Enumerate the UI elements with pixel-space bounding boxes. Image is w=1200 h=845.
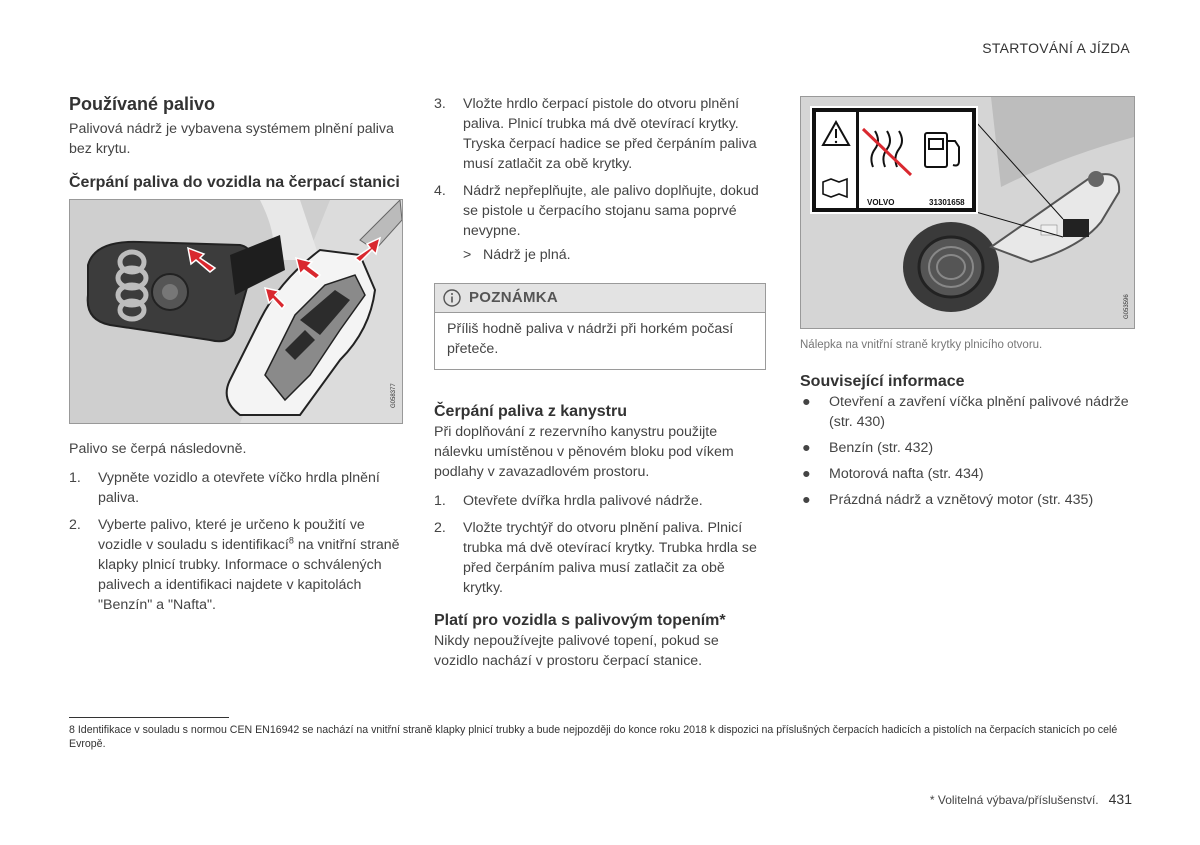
step-number: 1. — [434, 493, 446, 509]
fuel-filler-drawing — [70, 200, 402, 423]
step-text: Vložte trychtýř do otvoru plnění paliva. Plnicí trubka má dvě otevírací krytky. Trubka hrdla se před čerpáním paliva musí zatlačit za obě krytky. — [463, 520, 757, 596]
list-item — [434, 518, 766, 598]
procedure-lead: Palivo se čerpá následovně. — [69, 441, 247, 457]
footnote-number: 8 — [69, 724, 75, 736]
step-text: Vypněte vozidlo a otevřete víčko hrdla plnění paliva. — [98, 470, 380, 506]
canister-steps-list — [434, 491, 766, 598]
heading-canister: Čerpání paliva z kanystru — [434, 403, 627, 420]
image-code: G058377 — [391, 383, 397, 408]
step-number: 1. — [69, 470, 81, 486]
note-box — [434, 283, 766, 370]
note-text: Příliš hodně paliva v nádrži při horkém počasí přeteče. — [447, 321, 734, 357]
step-text: Vložte hrdlo čerpací pistole do otvoru plnění paliva. Plnicí trubka má dvě otevírací krytky. Tryska čerpací hadice se před čerpáním paliva musí zatlačit za obě krytky. — [463, 96, 757, 172]
related-link-text[interactable]: Motorová nafta (str. 434) — [829, 466, 984, 482]
bullet-icon: ● — [802, 394, 811, 410]
heading-fuel-heater: Platí pro vozidla s palivovým topením* — [434, 612, 726, 629]
fuel-heater-text: Nikdy nepoužívejte palivové topení, pokud se vozidlo nachází v prostoru čerpací stanice. — [434, 633, 719, 669]
image-caption: Nálepka na vnitřní straně krytky plnicího otvoru. — [800, 339, 1043, 351]
related-link[interactable] — [800, 464, 1135, 484]
list-item — [434, 94, 766, 174]
step-result — [463, 245, 766, 265]
related-link[interactable] — [800, 438, 1135, 458]
note-title: POZNÁMKA — [469, 289, 559, 306]
list-item — [434, 181, 766, 265]
related-link[interactable] — [800, 392, 1135, 432]
footnote-text: Identifikace v souladu s normou CEN EN16942 se nachází na vnitřní straně klapky plnicí trubky a bude nejpozději do konce roku 2018 k dispozici na příslušných čerpacích hadicích a pistolích na čerpacích stanicích po celé Evropě. — [69, 724, 1118, 750]
step-number: 2. — [69, 517, 81, 533]
fuel-filler-illustration — [69, 199, 403, 424]
footnote-ref[interactable]: 8 — [288, 535, 294, 546]
column-left — [69, 93, 404, 615]
page-number: 431 — [1108, 791, 1132, 807]
optional-equipment-note: * Volitelná výbava/příslušenství. — [929, 793, 1099, 807]
related-link-text[interactable]: Prázdná nádrž a vznětový motor (str. 435) — [829, 492, 1094, 508]
heading-station-refuel: Čerpání paliva do vozidla na čerpací stanici — [69, 174, 400, 191]
bullet-icon: ● — [802, 440, 811, 456]
bullet-icon: ● — [802, 492, 811, 508]
column-middle — [434, 94, 766, 671]
footnote — [69, 723, 1139, 751]
fuel-label-photo — [800, 96, 1135, 329]
step-number: 3. — [434, 96, 446, 112]
label-brand: VOLVO — [867, 198, 895, 207]
page-footer — [930, 791, 1132, 807]
step-text: Vyberte palivo, které je určeno k použití ve vozidle v souladu s identifikací — [98, 517, 365, 553]
related-link[interactable] — [800, 490, 1135, 510]
step-text-continued: na vnitřní straně klapky plnicí trubky. Informace o schválených palivech a identifikaci najdete v kapitolách "Benzín" a "Nafta". — [98, 537, 400, 613]
step-text: Nádrž nepřeplňujte, ale palivo doplňujte, dokud se pistole u čerpacího stojanu sama poprvé nevypne. — [463, 183, 759, 239]
label-part-number: 31301658 — [929, 198, 965, 207]
image-code: G053596 — [1124, 294, 1130, 319]
refuel-steps-continued — [434, 94, 766, 265]
step-number: 2. — [434, 520, 446, 536]
list-item — [434, 491, 766, 511]
related-link-text[interactable]: Otevření a zavření víčka plnění palivové nádrže (str. 430) — [829, 394, 1129, 430]
list-item — [69, 515, 404, 615]
step-number: 4. — [434, 183, 446, 199]
intro-text: Palivová nádrž je vybavena systémem plnění paliva bez krytu. — [69, 121, 394, 157]
result-marker: > — [463, 247, 472, 263]
info-icon — [443, 289, 461, 307]
list-item — [69, 468, 404, 508]
step-text: Otevřete dvířka hrdla palivové nádrže. — [463, 493, 703, 509]
footnote-divider — [69, 717, 229, 718]
related-links-list — [800, 392, 1135, 510]
canister-text: Při doplňování z rezervního kanystru použijte nálevku umístěnou v pěnovém bloku pod víkem podlahy v zavazadlovém prostoru. — [434, 424, 734, 480]
note-header — [435, 284, 765, 313]
result-text: Nádrž je plná. — [483, 247, 571, 263]
related-link-text[interactable]: Benzín (str. 432) — [829, 440, 934, 456]
fuel-label-drawing — [801, 97, 1134, 328]
column-right — [800, 96, 1135, 516]
section-title: STARTOVÁNÍ A JÍZDA — [982, 40, 1130, 56]
heading-fuel: Používané palivo — [69, 94, 216, 114]
bullet-icon: ● — [802, 466, 811, 482]
heading-related-info: Související informace — [800, 373, 965, 390]
refuel-steps-list — [69, 468, 404, 615]
